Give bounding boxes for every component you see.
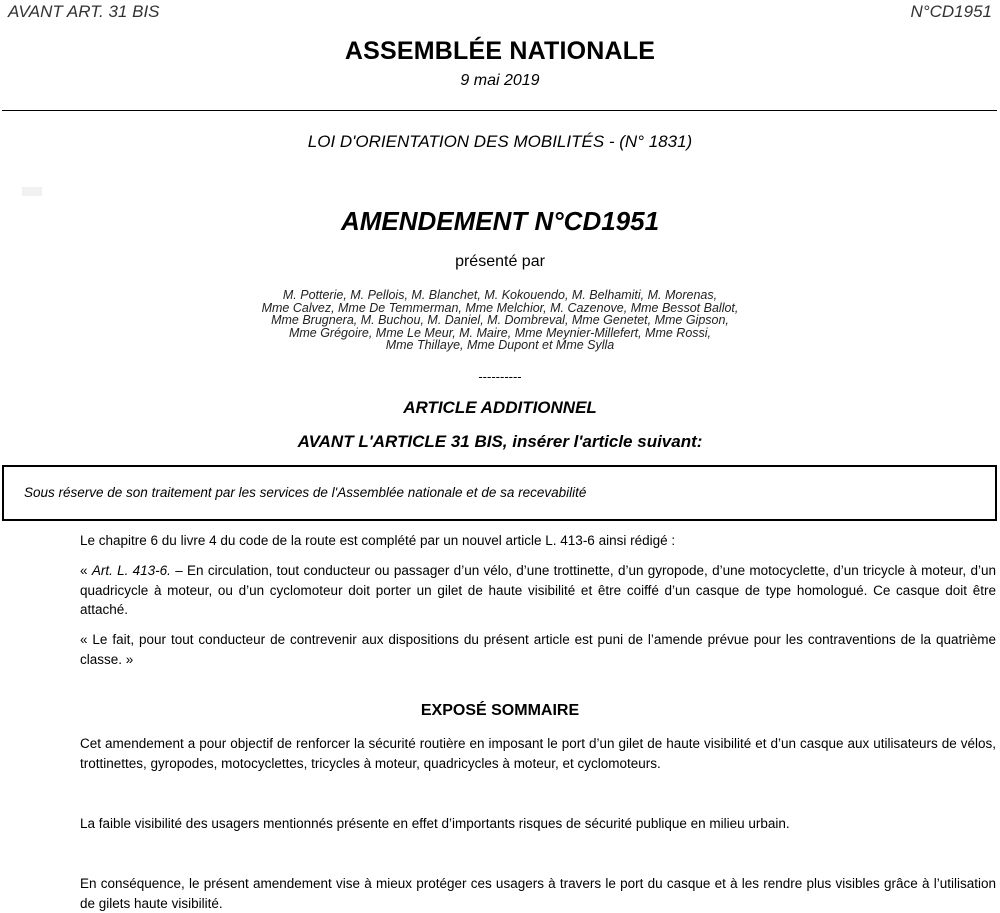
dispositif-intro: Le chapitre 6 du livre 4 du code de la route est complété par un nouvel article L. 413-6 ainsi rédigé : — [80, 533, 676, 548]
presented-by: présenté par — [455, 253, 545, 270]
amendment-reference: N°CD1951 — [910, 2, 992, 21]
separator: ---------- — [478, 369, 522, 384]
authors-line: M. Potterie, M. Pellois, M. Blanchet, M. Kokouendo, M. Belhamiti, M. Morenas, — [282, 288, 718, 302]
reserve-notice-box — [2, 465, 997, 521]
article-position-label: AVANT ART. 31 BIS — [8, 2, 160, 21]
expose-heading: EXPOSÉ SOMMAIRE — [420, 702, 580, 719]
dispositif-penalty: « Le fait, pour tout conducteur de contrevenir aux dispositions du présent article est puni de l’amende prévue pour les contraventions de la quatrième classe. » — [80, 632, 996, 667]
expose-paragraph: La faible visibilité des usagers mentionnés présente en effet d’importants risques de sécurité publique en milieu urbain. — [80, 816, 790, 831]
expose-paragraph: Cet amendement a pour objectif de renforcer la sécurité routière en imposant le port d’un gilet de haute visibilité et d’un casque aux utilisateurs de vélos, trottinettes, gyropodes, motocyclettes, tricycles à moteur, quadricycles à moteur, et cyclomoteurs. — [80, 736, 996, 771]
expose-paragraph: En conséquence, le présent amendement vise à mieux protéger ces usagers à travers le port du casque et à les rendre plus visibles grâce à l’utilisation de gilets haute visibilité. — [80, 876, 996, 911]
dispositif-article-text — [80, 561, 996, 620]
assembly-title: ASSEMBLÉE NATIONALE — [344, 37, 656, 65]
article-insert-instruction: AVANT L'ARTICLE 31 BIS, insérer l'article suivant: — [297, 432, 703, 451]
authors-line: Mme Brugnera, M. Buchou, M. Daniel, M. Dombreval, Mme Genetet, Mme Gipson, — [271, 313, 729, 328]
article-reference: Art. L. 413-6. — [91, 563, 171, 578]
authors-line: Mme Thillaye, Mme Dupont et Mme Sylla — [385, 338, 615, 353]
amendment-title: AMENDEMENT N°CD1951 — [340, 206, 660, 236]
authors-line: Mme Calvez, Mme De Temmerman, Mme Melchior, M. Cazenove, Mme Bessot Ballot, — [261, 300, 739, 315]
reserve-notice-text: Sous réserve de son traitement par les services de l'Assemblée nationale et de sa recevabilité — [24, 485, 587, 500]
article-body: – En circulation, tout conducteur ou passager d’un vélo, d’une trottinette, d’un gyropode, d’une motocyclette, d’un tricycle à moteur, d’un quadricycle à moteur, ou d’un cyclomoteur doit porter un gilet de haute visibilité et être coiffé d’un casque de type homologué. Ce casque doit être attaché. — [80, 563, 996, 617]
article-additionnel-heading: ARTICLE ADDITIONNEL — [403, 398, 597, 417]
document-date: 9 mai 2019 — [460, 72, 540, 89]
quote-open: « — [80, 563, 92, 578]
law-title: LOI D'ORIENTATION DES MOBILITÉS - (N° 1831) — [307, 132, 693, 151]
faint-mark — [22, 187, 42, 196]
authors-line: Mme Grégoire, Mme Le Meur, M. Maire, Mme Meynier-Millefert, Mme Rossi, — [288, 325, 712, 340]
authors-list — [200, 289, 800, 352]
header-divider — [2, 110, 997, 111]
